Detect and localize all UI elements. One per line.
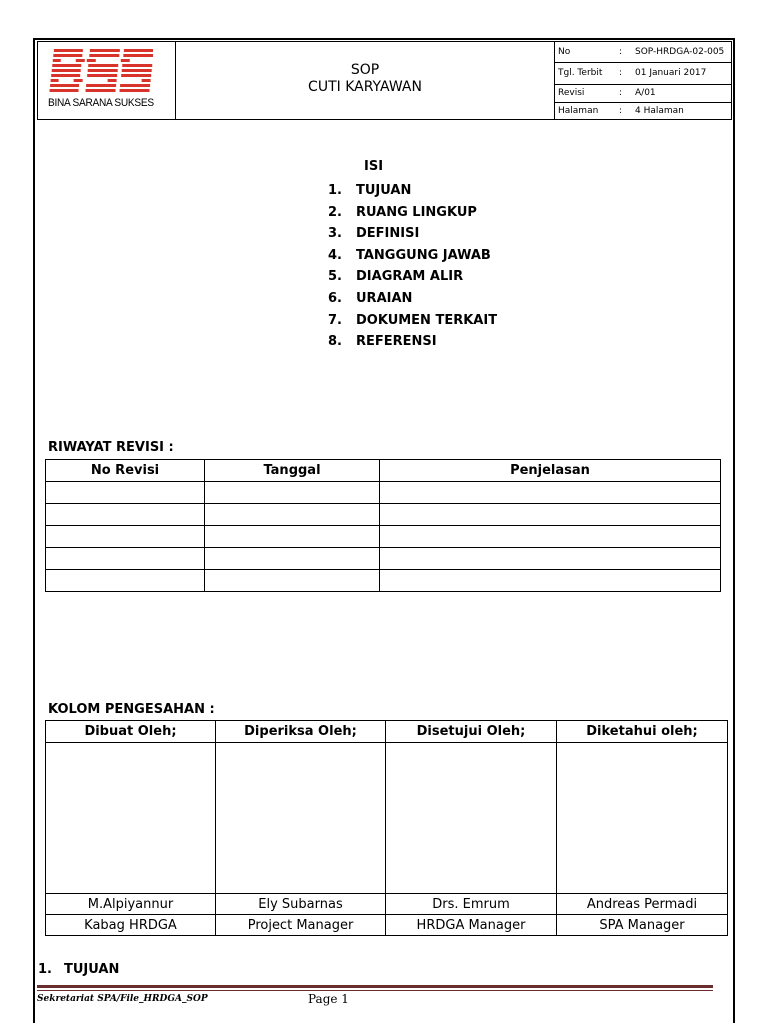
column-header: No Revisi — [46, 460, 205, 482]
company-logo — [38, 42, 176, 119]
toc-item-number: 6. — [328, 290, 342, 306]
logo-stripe — [86, 84, 116, 87]
signer-position: SPA Manager — [557, 915, 728, 936]
meta-label-revisi: Revisi — [555, 84, 616, 102]
signature-row — [46, 743, 728, 894]
logo-stripe — [122, 64, 152, 67]
column-header: Diperiksa Oleh; — [216, 721, 386, 743]
toc-item — [328, 310, 497, 332]
logo-stripe — [124, 49, 153, 52]
footer-file-path: Sekretariat SPA/File_HRDGA_SOP — [37, 994, 208, 1004]
table-cell — [205, 570, 380, 592]
logo-stripe — [123, 54, 153, 57]
toc-item — [328, 202, 497, 224]
signature-cell — [216, 743, 386, 894]
toc-title: ISI — [364, 159, 384, 174]
logo-stripe — [52, 64, 81, 67]
signer-position: Project Manager — [216, 915, 386, 936]
table-cell — [380, 482, 721, 504]
meta-colon: : — [619, 105, 623, 116]
section-label: TUJUAN — [64, 962, 120, 977]
table-cell — [205, 526, 380, 548]
signer-position: HRDGA Manager — [386, 915, 557, 936]
logo-stripe — [121, 74, 151, 77]
toc-item-label: TUJUAN — [356, 183, 412, 198]
logo-stripe — [51, 74, 80, 77]
logo-stripe — [90, 49, 120, 52]
column-header: Disetujui Oleh; — [386, 721, 557, 743]
toc-item-number: 8. — [328, 334, 342, 350]
table-row — [46, 548, 721, 570]
table-row — [46, 570, 721, 592]
meta-colon: : — [616, 84, 632, 102]
document-title — [176, 42, 555, 119]
logo-stripe — [87, 59, 96, 62]
toc-item — [328, 245, 497, 267]
meta-colon: : — [616, 42, 632, 62]
footer-divider — [37, 990, 713, 991]
table-header-row — [46, 460, 721, 482]
logo-stripe — [53, 59, 61, 62]
revision-history-title: RIWAYAT REVISI : — [48, 440, 174, 455]
signature-cell — [386, 743, 557, 894]
approval-table — [45, 720, 728, 936]
signature-cell — [557, 743, 728, 894]
footer-divider — [37, 985, 713, 988]
toc-item — [328, 288, 497, 310]
meta-colon: : — [616, 62, 632, 84]
table-cell — [380, 526, 721, 548]
position-row — [46, 915, 728, 936]
meta-value-tgl-terbit: 01 Januari 2017 — [632, 62, 731, 84]
table-of-contents — [328, 158, 497, 353]
logo-stripe — [76, 59, 85, 62]
signer-name: Drs. Emrum — [386, 894, 557, 915]
table-cell — [46, 526, 205, 548]
toc-item — [328, 223, 497, 245]
logo-stripe — [89, 54, 119, 57]
logo-stripe — [52, 69, 81, 72]
toc-item-label: DOKUMEN TERKAIT — [356, 312, 498, 328]
logo-stripe — [121, 59, 130, 62]
company-name: BINA SARANA SUKSES — [48, 97, 154, 109]
table-row — [46, 526, 721, 548]
column-header: Dibuat Oleh; — [46, 721, 216, 743]
logo-stripe — [74, 79, 83, 82]
signer-name: Andreas Permadi — [557, 894, 728, 915]
approval-title: KOLOM PENGESAHAN : — [48, 702, 215, 717]
toc-item-number: 4. — [328, 247, 342, 263]
table-cell — [205, 548, 380, 570]
table-cell — [205, 504, 380, 526]
column-header: Penjelasan — [380, 460, 721, 482]
page-number: Page 1 — [308, 992, 349, 1006]
table-cell — [380, 570, 721, 592]
meta-value-halaman: 4 Halaman — [635, 105, 684, 116]
section-heading — [38, 962, 119, 977]
toc-item-label: RUANG LINGKUP — [356, 204, 477, 220]
toc-item-label: DIAGRAM ALIR — [356, 269, 464, 285]
table-cell — [380, 504, 721, 526]
toc-item — [328, 180, 497, 202]
toc-item — [328, 331, 497, 353]
section-number: 1. — [38, 962, 52, 977]
title-line-2: CUTI KARYAWAN — [308, 78, 422, 95]
toc-item — [328, 266, 497, 288]
meta-value-no: SOP-HRDGA-02-005 — [632, 42, 731, 62]
logo-stripe — [88, 64, 118, 67]
column-header: Diketahui oleh; — [557, 721, 728, 743]
toc-item-number: 5. — [328, 269, 342, 285]
table-row — [46, 482, 721, 504]
logo-stripe — [108, 79, 117, 82]
revision-history-table — [45, 459, 721, 592]
title-line-1: SOP — [350, 61, 380, 78]
table-cell — [46, 482, 205, 504]
meta-label-tgl-terbit: Tgl. Terbit — [555, 62, 616, 84]
document-meta — [555, 42, 731, 119]
column-header: Tanggal — [205, 460, 380, 482]
table-cell — [46, 548, 205, 570]
table-cell — [46, 504, 205, 526]
logo-stripe — [53, 54, 82, 57]
table-row — [46, 504, 721, 526]
meta-label-no: No — [555, 42, 616, 62]
table-cell — [46, 570, 205, 592]
table-header-row — [46, 721, 728, 743]
toc-item-number: 2. — [328, 204, 342, 220]
toc-item-number: 7. — [328, 312, 342, 328]
logo-stripe — [51, 79, 59, 82]
signer-name: Ely Subarnas — [216, 894, 386, 915]
name-row — [46, 894, 728, 915]
toc-item-label: TANGGUNG JAWAB — [356, 247, 491, 263]
logo-stripe — [120, 89, 150, 92]
toc-item-label: REFERENSI — [356, 334, 437, 350]
logo-stripe — [142, 79, 151, 82]
bss-logo-icon — [49, 48, 153, 96]
table-cell — [380, 548, 721, 570]
logo-stripe — [50, 84, 79, 87]
meta-label-halaman: Halaman — [558, 105, 599, 116]
logo-stripe — [50, 89, 79, 92]
logo-stripe — [122, 69, 152, 72]
toc-item-number: 1. — [328, 183, 342, 198]
table-cell — [205, 482, 380, 504]
signer-position: Kabag HRDGA — [46, 915, 216, 936]
toc-item-number: 3. — [328, 226, 342, 242]
toc-item-label: URAIAN — [356, 290, 413, 306]
logo-stripe — [120, 84, 150, 87]
signer-name: M.Alpiyannur — [46, 894, 216, 915]
logo-stripe — [86, 89, 116, 92]
logo-stripe — [88, 69, 118, 72]
document-header — [37, 41, 732, 120]
logo-stripe — [87, 74, 117, 77]
toc-item-label: DEFINISI — [356, 226, 420, 242]
logo-stripe — [54, 49, 83, 52]
meta-value-revisi: A/01 — [632, 84, 731, 102]
signature-cell — [46, 743, 216, 894]
